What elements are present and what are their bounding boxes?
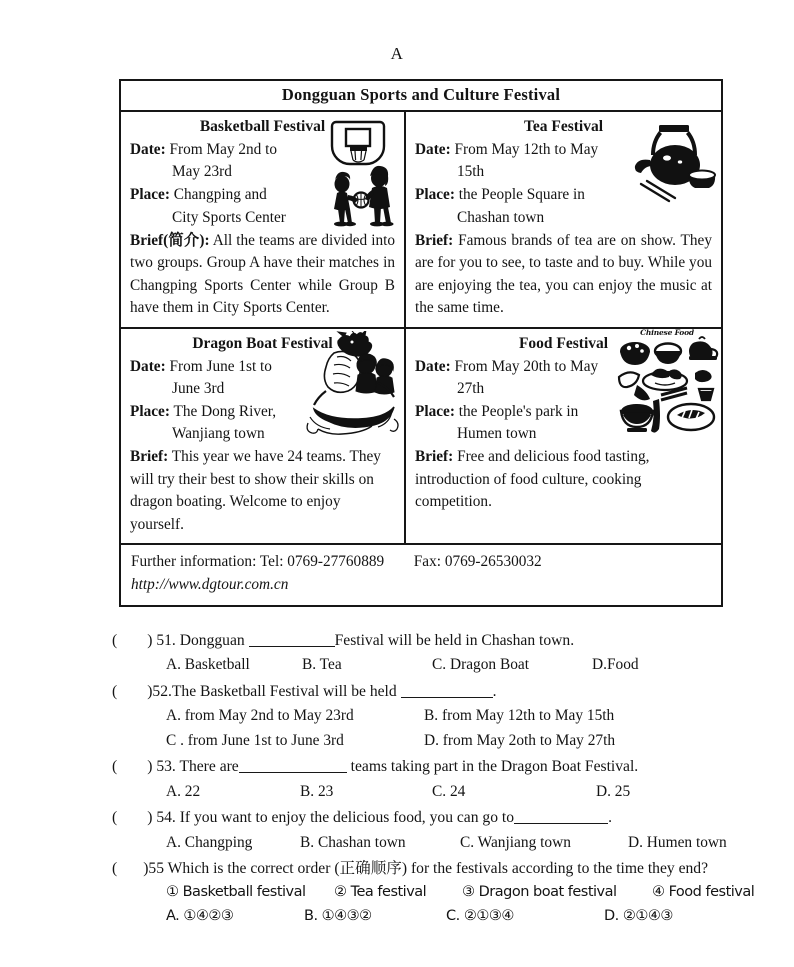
festival-cell-tea — [406, 112, 721, 327]
date-label: Date: — [415, 141, 451, 158]
answer-paren[interactable]: ( ) — [112, 809, 153, 827]
place-label: Place: — [130, 402, 170, 420]
question-stem — [0, 754, 794, 779]
option-c[interactable]: C. ②①③④ — [446, 907, 514, 924]
festival-name: Food Festival — [518, 334, 609, 352]
poster-title: Dongguan Sports and Culture Festival — [121, 81, 721, 112]
stem-after: . — [492, 682, 497, 700]
festival-name: Basketball Festival — [199, 118, 326, 135]
festival-date — [130, 356, 395, 400]
question-52 — [0, 679, 794, 754]
questions-section — [0, 628, 794, 929]
answer-paren[interactable]: ( ) — [112, 758, 153, 776]
date-line-2: May 23rd — [172, 163, 232, 181]
question-51 — [0, 628, 794, 678]
poster-footer — [121, 545, 552, 605]
answer-paren[interactable]: ( ) — [112, 860, 149, 878]
answer-paren[interactable]: ( ) — [112, 682, 153, 700]
list-item-2: ② Tea festival — [334, 884, 427, 901]
festival-date — [130, 139, 395, 183]
options-row-1 — [0, 704, 794, 729]
option-d[interactable]: D. Humen town — [628, 833, 727, 851]
options-row — [0, 905, 794, 928]
option-d[interactable]: D. 25 — [596, 782, 631, 800]
stem-before: There are — [179, 758, 239, 776]
festival-poster-table — [119, 79, 723, 607]
answer-blank[interactable] — [401, 697, 493, 698]
option-b[interactable]: B. Tea — [302, 656, 342, 674]
date-line-2: 27th — [457, 379, 485, 397]
festival-item-list — [0, 881, 794, 904]
question-number: 51. — [156, 632, 176, 649]
festival-place — [130, 184, 395, 228]
date-line-2: 15th — [457, 163, 485, 181]
date-line-1: From May 20th to May — [454, 357, 599, 375]
brief-label: Brief: — [415, 231, 454, 249]
festival-place — [415, 184, 712, 228]
footer-fax: Fax: 0769-26530032 — [413, 553, 542, 571]
answer-blank[interactable] — [239, 772, 347, 773]
date-label: Date: — [415, 357, 451, 375]
stem-before: If you want to enjoy the delicious food, you can go to — [179, 809, 515, 827]
brief-text: Famous brands of tea are on show. They are for you to see, to taste and to buy. While you are enjoying the tea, you can enjoy the music at the same time. — [415, 231, 712, 317]
option-c[interactable]: C. 24 — [432, 782, 466, 800]
date-line-2: June 3rd — [172, 379, 225, 397]
festival-cell-food — [406, 329, 721, 544]
list-item-4: ④ Food festival — [652, 884, 755, 901]
stem-after: . — [608, 809, 612, 827]
option-a[interactable]: A. Changping — [166, 833, 253, 851]
poster-row-2 — [121, 329, 721, 546]
date-line-1: From May 2nd to — [169, 141, 278, 158]
page-section-label: A — [390, 44, 404, 63]
option-a[interactable]: A. from May 2nd to May 23rd — [166, 707, 354, 725]
answer-blank[interactable] — [249, 646, 335, 647]
festival-name: Tea Festival — [523, 118, 604, 135]
date-line-1: From May 12th to May — [454, 141, 599, 158]
place-label: Place: — [415, 402, 455, 420]
brief-text: All the teams are divided into two groups. Group A have their matches in Changping Sports Center while Group B have them in City Sports Center. — [130, 231, 396, 317]
question-stem — [0, 628, 794, 653]
festival-date — [415, 139, 712, 183]
date-label: Date: — [130, 141, 166, 158]
festival-name: Dragon Boat Festival — [192, 334, 333, 352]
question-53 — [0, 754, 794, 804]
question-55 — [0, 856, 794, 928]
option-a[interactable]: A. 22 — [166, 782, 201, 800]
options-row — [0, 780, 794, 805]
option-b[interactable]: B. ①④③② — [304, 907, 372, 924]
options-row — [0, 831, 794, 856]
place-line-1: the People's park in — [458, 402, 579, 420]
festival-brief — [130, 230, 395, 320]
date-label: Date: — [130, 357, 166, 375]
stem-before: Dongguan — [179, 632, 245, 649]
option-a[interactable]: A. ①④②③ — [166, 907, 234, 924]
stem-after: Festival will be held in Chashan town. — [334, 632, 575, 649]
poster-row-footer — [121, 545, 721, 605]
place-line-2: Wanjiang town — [172, 425, 265, 443]
option-c[interactable]: C. Wanjiang town — [460, 833, 571, 851]
answer-blank[interactable] — [514, 823, 608, 824]
date-line-1: From June 1st to — [169, 357, 272, 375]
option-d[interactable]: D. from May 2oth to May 27th — [424, 731, 616, 749]
place-line-1: The Dong River, — [173, 402, 277, 420]
stem-before: The Basketball Festival will be held — [171, 682, 397, 700]
brief-text: This year we have 24 teams. They will try their best to show their skills on dragon boating. Welcome to enjoy yourself. — [130, 448, 381, 533]
festival-brief — [415, 230, 712, 320]
option-b[interactable]: B. Chashan town — [300, 833, 406, 851]
place-label: Place: — [415, 186, 455, 204]
festival-brief — [415, 446, 712, 513]
festival-place — [415, 401, 712, 445]
festival-place — [130, 401, 395, 445]
poster-row-1 — [121, 112, 721, 329]
place-line-1: the People Square in — [458, 186, 585, 204]
option-a[interactable]: A. Basketball — [166, 656, 250, 674]
question-stem — [0, 679, 794, 704]
option-b[interactable]: B. from May 12th to May 15th — [424, 707, 615, 725]
option-d[interactable]: D. ②①④③ — [604, 907, 673, 924]
place-line-2: City Sports Center — [172, 208, 286, 226]
brief-label: Brief: — [130, 448, 169, 466]
question-number: 52. — [152, 682, 172, 700]
footer-website: http://www.dgtour.com.cn — [131, 576, 289, 594]
festival-brief — [130, 446, 395, 536]
question-stem — [0, 805, 794, 830]
options-row-2 — [0, 729, 794, 754]
question-number: 53. — [156, 758, 176, 776]
answer-paren[interactable]: ( ) — [112, 632, 153, 649]
place-line-1: Changping and — [173, 186, 267, 204]
stem-after: teams taking part in the Dragon Boat Festival. — [350, 758, 639, 776]
brief-label: Brief(简介): — [130, 231, 210, 249]
place-line-2: Chashan town — [457, 208, 545, 226]
option-d[interactable]: D.Food — [592, 656, 639, 674]
festival-cell-dragon-boat — [121, 329, 406, 544]
place-label: Place: — [130, 186, 170, 204]
brief-text: Free and delicious food tasting, introduction of food culture, cooking competition. — [415, 448, 650, 511]
chinese-food-caption: Chinese Food — [640, 327, 694, 337]
festival-cell-basketball — [121, 112, 406, 327]
option-b[interactable]: B. 23 — [300, 782, 334, 800]
list-item-1: ① Basketball festival — [166, 884, 306, 901]
question-number: 54. — [156, 809, 176, 827]
question-number: 55 — [148, 860, 164, 878]
question-stem — [0, 856, 794, 881]
question-54 — [0, 805, 794, 855]
place-line-2: Humen town — [457, 425, 537, 443]
festival-date — [415, 356, 712, 400]
footer-tel: Further information: Tel: 0769-27760889 — [131, 553, 385, 571]
options-row — [0, 653, 794, 678]
stem-before: Which is the correct order (正确顺序) for the festivals according to the time they end? — [167, 860, 709, 878]
brief-label: Brief: — [415, 448, 454, 466]
option-c[interactable]: C . from June 1st to June 3rd — [166, 731, 344, 749]
list-item-3: ③ Dragon boat festival — [462, 884, 617, 901]
option-c[interactable]: C. Dragon Boat — [432, 656, 530, 674]
